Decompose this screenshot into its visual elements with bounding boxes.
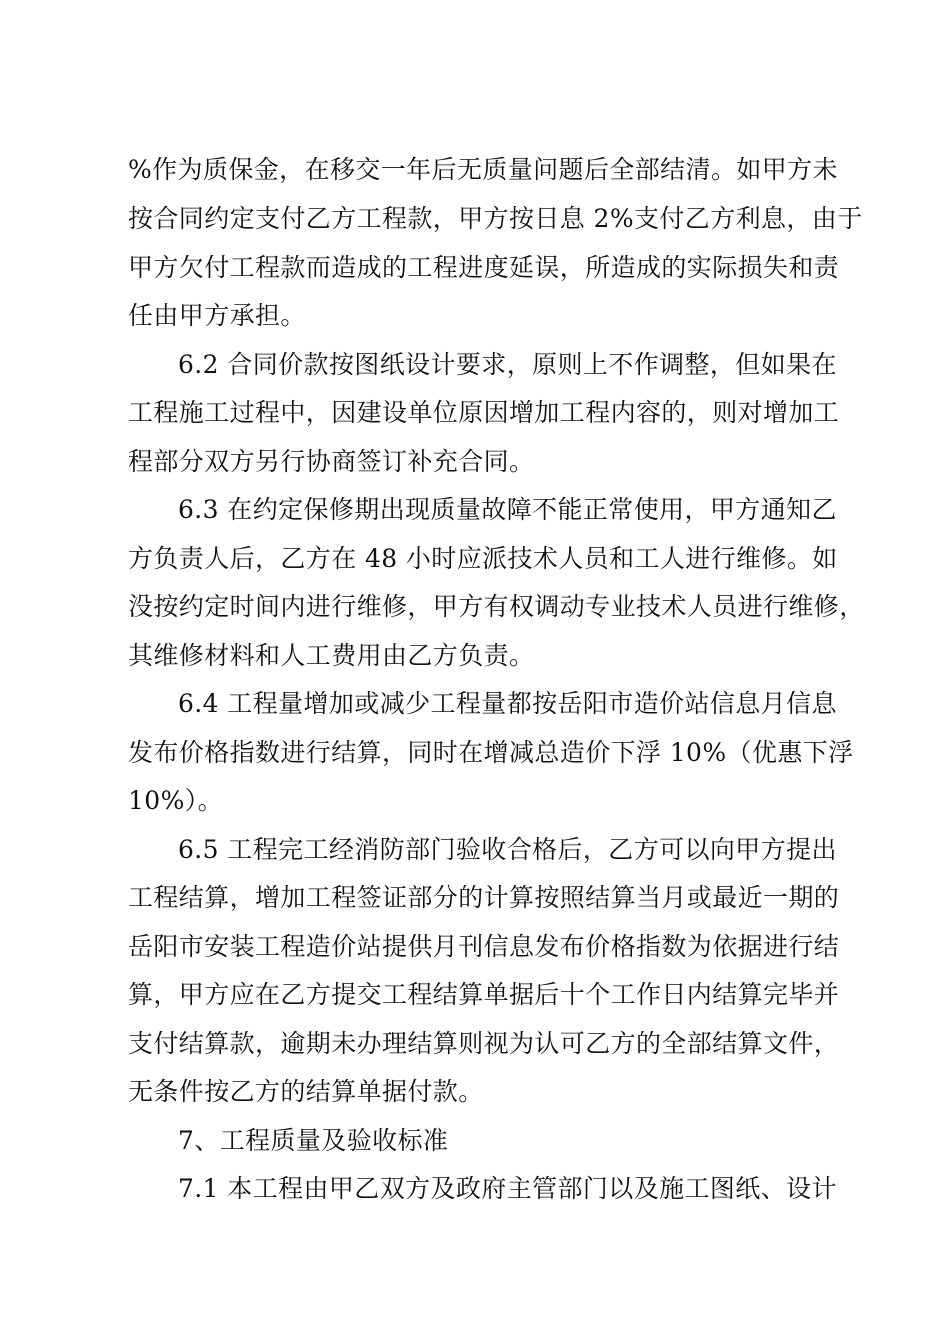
- text-line: 甲方欠付工程款而造成的工程进度延误，所造成的实际损失和责: [128, 253, 840, 282]
- text-line: 岳阳市安装工程造价站提供月刊信息发布价格指数为依据进行结: [128, 932, 840, 961]
- text-line: 其维修材料和人工费用由乙方负责。: [128, 641, 535, 670]
- text-line: 支付结算款，逾期未办理结算则视为认可乙方的全部结算文件，: [128, 1029, 840, 1058]
- text-line: 工程施工过程中，因建设单位原因增加工程内容的，则对增加工: [128, 398, 840, 427]
- text-line: 发布价格指数进行结算，同时在增减总造价下浮 10%（优惠下浮: [128, 738, 854, 767]
- text-line: 没按约定时间内进行维修，甲方有权调动专业技术人员进行维修，: [128, 592, 865, 621]
- text-line: 6.2 合同价款按图纸设计要求，原则上不作调整，但如果在: [178, 350, 837, 379]
- text-line: 6.4 工程量增加或减少工程量都按岳阳市造价站信息月信息: [178, 689, 837, 718]
- text-line: 7.1 本工程由甲乙双方及政府主管部门以及施工图纸、设计: [178, 1174, 837, 1203]
- text-line: 无条件按乙方的结算单据付款。: [128, 1077, 484, 1106]
- text-line: 算，甲方应在乙方提交工程结算单据后十个工作日内结算完毕并: [128, 980, 840, 1009]
- text-line: 任由甲方承担。: [128, 301, 306, 330]
- text-line: 方负责人后，乙方在 48 小时应派技术人员和工人进行维修。如: [128, 544, 838, 573]
- text-line: 6.5 工程完工经消防部门验收合格后，乙方可以向甲方提出: [178, 835, 837, 864]
- section-heading: 7、工程质量及验收标准: [178, 1126, 449, 1155]
- text-line: 6.3 在约定保修期出现质量故障不能正常使用，甲方通知乙: [178, 495, 837, 524]
- text-line: 按合同约定支付乙方工程款，甲方按日息 2%支付乙方利息，由于: [128, 204, 863, 233]
- text-line: 10%）。: [128, 786, 224, 815]
- text-line: 工程结算，增加工程签证部分的计算按照结算当月或最近一期的: [128, 883, 840, 912]
- text-line: %作为质保金，在移交一年后无质量问题后全部结清。如甲方未: [128, 155, 838, 184]
- text-line: 程部分双方另行协商签订补充合同。: [128, 447, 535, 476]
